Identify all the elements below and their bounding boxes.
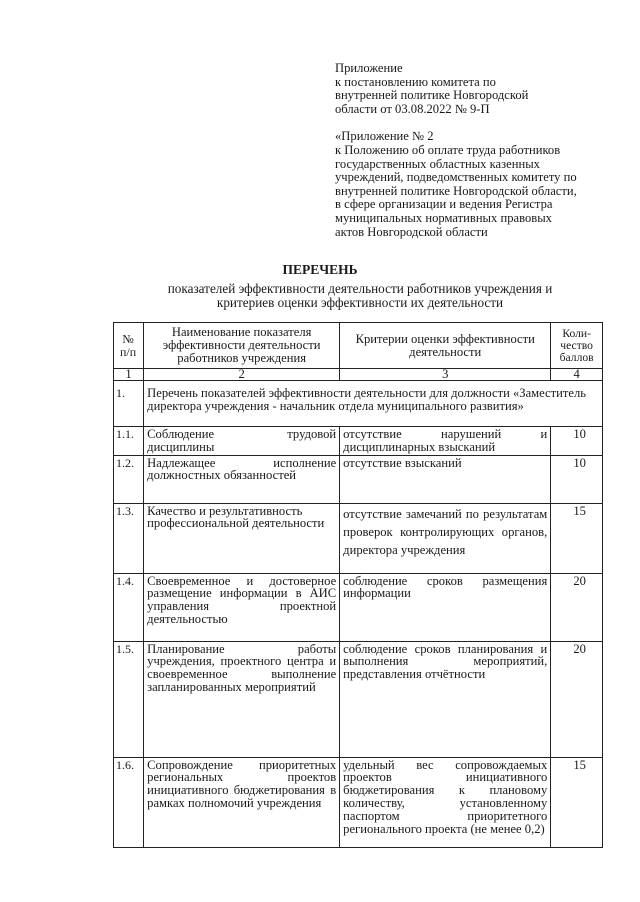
table-row [114,455,603,503]
points-value: 20 [573,641,586,656]
col-number: 3 [340,369,551,381]
header-points: Коли-чество баллов [551,323,603,369]
subtitle-line: критериев оценки эффективности их деятельности [216,294,504,310]
row-criteria: отсутствие замечаний по результатам проверок контролирующих органов, директора учреждения [340,503,551,573]
table-row [114,503,603,573]
document-header [335,62,620,239]
row-num: 1.2. [114,455,144,503]
annex-line: учреждений, подведомственных комитету по [335,170,577,185]
row-points [551,757,603,847]
points-value: 10 [573,455,586,470]
row-criteria: соблюдение сроков планирования и выполнения мероприятий, представления отчётности [340,641,551,757]
row-criteria: отсутствие взысканий [340,455,551,503]
row-criteria: удельный вес сопровождаемых проектов инициативного бюджетирования к плановому количеству, установленному паспортом приоритетного регионального проекта (не менее 0,2) [340,757,551,847]
table-row [114,641,603,757]
annex-line: к Положению об оплате труда работников [335,142,561,157]
annex-line: актов Новгородской области [335,224,488,239]
document-title: ПЕРЕЧЕНЬ [282,262,358,277]
header-num: № п/п [114,323,144,369]
annex-line: «Приложение № 2 [335,129,434,144]
row-name: Своевременное и достоверное размещение информации в АИС управления проектной деятельностью [144,573,340,641]
points-value: 10 [573,427,586,441]
points-value: 15 [573,757,586,772]
points-value: 15 [573,503,586,518]
annex-line: в сфере организации и ведения Регистра [335,197,553,212]
row-points [551,573,603,641]
row-num: 1.6. [114,757,144,847]
points-value: 20 [573,573,586,588]
table-row [114,757,603,847]
appendix-line: области от 03.08.2022 № 9-П [335,101,490,116]
row-points [551,427,603,456]
row-criteria: соблюдение сроков размещения информации [340,573,551,641]
table-header-row [114,323,603,369]
col-number: 1 [114,369,144,381]
row-name: Надлежащее исполнение должностных обязанностей [144,455,340,503]
indicators-table [113,322,603,848]
annex-line: муниципальных нормативных правовых [335,210,552,225]
section-row [114,381,603,427]
row-name: Качество и результативность профессиональной деятельности [144,503,340,573]
column-number-row [114,369,603,381]
row-num: 1.4. [114,573,144,641]
appendix-line: внутренней политике Новгородской [335,88,529,103]
appendix-line: Приложение [335,61,403,75]
row-num: 1.1. [114,427,144,456]
row-name: Сопровождение приоритетных региональных проектов инициативного бюджетирования в рамках полномочий учреждения [144,757,340,847]
section-title: Перечень показателей эффективности деятельности для должности «Заместитель директора учреждения - начальник отдела муниципального развития» [144,381,603,427]
document-subtitle [100,282,620,309]
row-criteria: отсутствие нарушений и дисциплинарных взысканий [340,427,551,456]
row-points [551,641,603,757]
table-row [114,573,603,641]
header-name: Наименование показателя эффективности деятельности работников учреждения [144,323,340,369]
row-num: 1.5. [114,641,144,757]
annex-line: государственных областных казенных [335,156,540,171]
col-number: 2 [144,369,340,381]
section-num: 1. [114,381,144,427]
col-number: 4 [551,369,603,381]
row-name: Соблюдение трудовой дисциплины [144,427,340,456]
header-criteria: Критерии оценки эффективности деятельности [340,323,551,369]
row-points [551,455,603,503]
annex-line: внутренней политике Новгородской области, [335,183,577,198]
row-points [551,503,603,573]
row-num: 1.3. [114,503,144,573]
row-name: Планирование работы учреждения, проектного центра и своевременное выполнение запланированных мероприятий [144,641,340,757]
table-row [114,427,603,456]
appendix-line: к постановлению комитета по [335,74,496,89]
subtitle-line: показателей эффективности деятельности работников учреждения и [167,281,553,296]
